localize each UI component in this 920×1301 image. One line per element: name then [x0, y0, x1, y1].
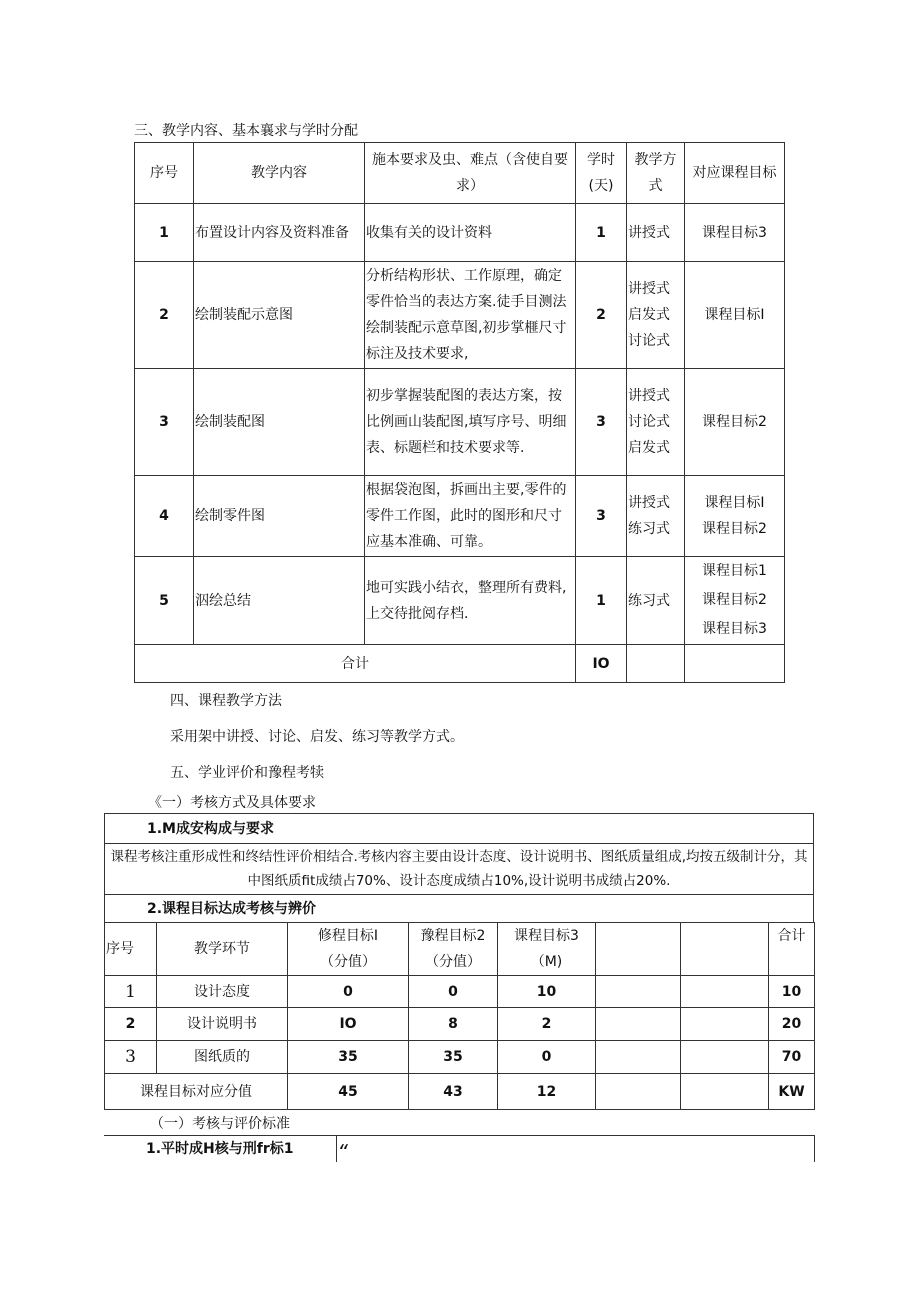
sum-row — [105, 1074, 815, 1110]
method: 讨论式 — [628, 414, 670, 430]
hours-cell: 1 — [576, 557, 627, 645]
score-cell: 12 — [498, 1074, 596, 1110]
table-row — [105, 1008, 815, 1041]
goal: 课程目标2 — [702, 592, 767, 608]
row-number: 3 — [135, 369, 194, 476]
table-header-row — [135, 143, 785, 204]
header-cell: 豫程目标2（分值） — [409, 923, 498, 976]
header-cell — [681, 923, 769, 976]
header-cell: 合计 — [769, 923, 815, 976]
row-number: 1 — [135, 204, 194, 262]
section5-heading: 五、学业评价和豫程考犊 — [170, 765, 324, 781]
header-cell: 序号 — [135, 143, 194, 204]
content-cell: 绘制装配图 — [194, 369, 365, 476]
header-cell: 学时(天) — [576, 143, 627, 204]
subsection-heading: 《一）考核方式及具体要求 — [148, 795, 316, 811]
teaching-content-table — [134, 142, 785, 683]
row-number: 1 — [105, 976, 157, 1008]
requirement-cell: 收集有关的设计资料 — [365, 204, 576, 262]
header-cell: 修程目标I（分值） — [288, 923, 409, 976]
assessment-box — [104, 813, 814, 923]
method: 讨论式 — [628, 333, 670, 349]
requirement-cell: 初步掌握装配图的表达方案，按比例画山装配图,填写序号、明细表、标题栏和技术要求等. — [365, 369, 576, 476]
score-cell: 10 — [498, 976, 596, 1008]
requirement-cell: 分析结构形状、工作原理，确定零件恰当的表达方案.徒手目测法绘制装配示意草图,初步掌榧尺寸标注及技术要求, — [365, 262, 576, 369]
goal: 课程目标2 — [702, 521, 767, 537]
method-cell — [627, 557, 685, 645]
header-cell: 序号 — [105, 923, 157, 976]
stage-cell: 设计态度 — [157, 976, 288, 1008]
section3-heading: 三、教学内容、基本襄求与学时分配 — [134, 123, 358, 139]
box-text: 课程考核注重形成性和终结性评价相结合.考核内容主要由设计态度、设计说明书、图纸质量组成,均按五级制计分，其中图纸质fit成绩占70%、设计态度成绩占10%,设计说明书成绩占20%. — [105, 844, 814, 895]
goal-cell — [685, 369, 785, 476]
header-cell: 教学方式 — [627, 143, 685, 204]
content-cell: 布置设计内容及资料准备 — [194, 204, 365, 262]
box-title: 1.M成安构成与要求 — [105, 814, 814, 844]
total-cell: 10 — [769, 976, 815, 1008]
table-row — [135, 557, 785, 645]
header-cell: 教学环节 — [157, 923, 288, 976]
score-cell: 0 — [498, 1041, 596, 1074]
total-hours: IO — [576, 645, 627, 683]
total-cell: KW — [769, 1074, 815, 1110]
goal-cell — [685, 204, 785, 262]
method-cell — [627, 262, 685, 369]
score-cell: 45 — [288, 1074, 409, 1110]
table-row — [105, 976, 815, 1008]
row-number: 2 — [135, 262, 194, 369]
score-cell: 0 — [409, 976, 498, 1008]
goal-cell — [685, 262, 785, 369]
criteria-table — [104, 1135, 815, 1162]
total-cell: 20 — [769, 1008, 815, 1041]
method: 讲授式 — [628, 281, 670, 297]
score-cell: 35 — [409, 1041, 498, 1074]
table-row — [105, 1041, 815, 1074]
row-number: 2 — [105, 1008, 157, 1041]
subsection-heading: （一）考核与评价标准 — [150, 1116, 290, 1132]
table-row — [135, 262, 785, 369]
row-number: 3 — [105, 1041, 157, 1074]
method: 讲授式 — [628, 224, 670, 241]
hours-cell: 1 — [576, 204, 627, 262]
total-cell: 70 — [769, 1041, 815, 1074]
content-cell: 绘制装配示意图 — [194, 262, 365, 369]
method: 讲授式 — [628, 388, 670, 404]
method: 讲授式 — [628, 495, 670, 511]
method: 启发式 — [628, 307, 670, 323]
requirement-cell: 地可实践小结衣，整理所有费料,上交待批阅存档. — [365, 557, 576, 645]
method: 练习式 — [628, 592, 670, 609]
table-row — [135, 476, 785, 557]
score-cell: 35 — [288, 1041, 409, 1074]
score-cell: 0 — [288, 976, 409, 1008]
table-row — [135, 369, 785, 476]
table-row — [135, 204, 785, 262]
header-cell: 课程目标3（M) — [498, 923, 596, 976]
hours-cell: 2 — [576, 262, 627, 369]
goal: 课程目标2 — [702, 414, 767, 430]
method: 启发式 — [628, 440, 670, 456]
goal: 课程目标1 — [702, 563, 767, 579]
criteria-title: 1.平时成H核与刑fr标1 — [104, 1136, 336, 1163]
goal: 课程目标3 — [702, 621, 767, 637]
goal: 课程目标I — [704, 495, 765, 511]
total-row — [135, 645, 785, 683]
row-number: 5 — [135, 557, 194, 645]
stage-cell: 设计说明书 — [157, 1008, 288, 1041]
sum-label: 课程目标对应分值 — [105, 1074, 288, 1110]
section4-text: 采用架中讲授、讨论、启发、练习等教学方式。 — [170, 729, 464, 745]
section4-heading: 四、课程教学方法 — [170, 693, 282, 709]
total-label: 合计 — [135, 645, 576, 683]
goal-cell — [685, 557, 785, 645]
content-cell: 泅绘总结 — [194, 557, 365, 645]
header-cell — [596, 923, 681, 976]
requirement-cell: 根据袋泡图，拆画出主要,零件的零件工作图，此时的图形和尺寸应基本准确、可靠。 — [365, 476, 576, 557]
score-cell: 43 — [409, 1074, 498, 1110]
method-cell — [627, 204, 685, 262]
goal-score-table — [104, 922, 815, 1110]
method-cell — [627, 476, 685, 557]
method: 练习式 — [628, 521, 670, 537]
table-header-row — [105, 923, 815, 976]
score-cell: 8 — [409, 1008, 498, 1041]
goal-cell — [685, 476, 785, 557]
header-cell: 对应课程目标 — [685, 143, 785, 204]
box-title: 2.课程目标达成考核与辨价 — [105, 895, 814, 923]
goal: 课程目标I — [704, 307, 765, 323]
criteria-content: “ — [336, 1136, 814, 1163]
score-cell: 2 — [498, 1008, 596, 1041]
header-cell: 教学内容 — [194, 143, 365, 204]
method-cell — [627, 369, 685, 476]
goal: 课程目标3 — [702, 224, 767, 241]
hours-cell: 3 — [576, 476, 627, 557]
hours-cell: 3 — [576, 369, 627, 476]
score-cell: IO — [288, 1008, 409, 1041]
row-number: 4 — [135, 476, 194, 557]
header-cell: 施本要求及虫、难点（含使自要求） — [365, 143, 576, 204]
content-cell: 绘制零件图 — [194, 476, 365, 557]
stage-cell: 图纸质的 — [157, 1041, 288, 1074]
